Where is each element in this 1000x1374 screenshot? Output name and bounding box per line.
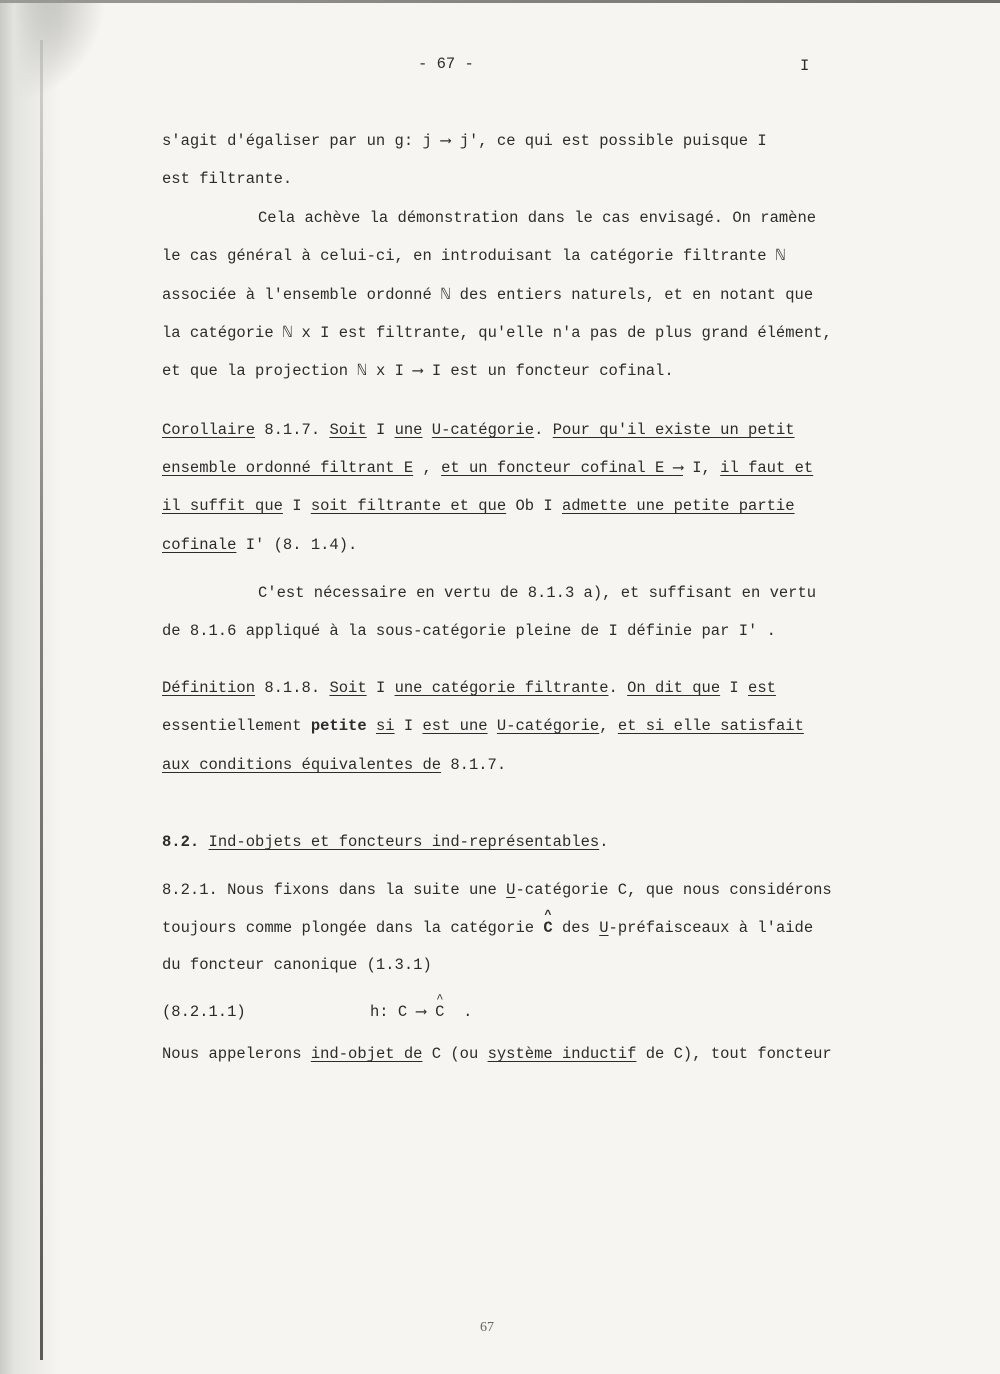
c-hat-symbol: ^ C: [543, 918, 552, 938]
text-line-4: le cas général à celui-ci, en introduisant la catégorie filtrante ℕ: [162, 247, 786, 265]
text-line-7: et que la projection ℕ x I ⟶ I est un foncteur cofinal.: [162, 362, 674, 380]
text-line-1: s'agit d'égaliser par un g: j ⟶ j', ce qui est possible puisque I: [162, 132, 767, 150]
para-821-line-1: 8.2.1. Nous fixons dans la suite une U-catégorie C, que nous considérons: [162, 881, 832, 899]
section-title: Ind-objets et foncteurs ind-représentables: [208, 833, 600, 851]
scan-edge-shadow: [0, 0, 60, 1374]
definition-line-3: aux conditions équivalentes de 8.1.7.: [162, 756, 507, 774]
inclusion-arrow-icon: ⟶: [416, 1003, 426, 1021]
arrow-icon: ⟶: [413, 362, 423, 380]
section-heading: 8.2. Ind-objets et foncteurs ind-représentables.: [162, 833, 609, 851]
equation-body: h: C ⟶ ^ C .: [370, 1002, 472, 1022]
para-821-line-3: du foncteur canonique (1.3.1): [162, 956, 432, 974]
page-number-header: - 67 -: [418, 55, 474, 73]
text-line-2: est filtrante.: [162, 170, 293, 188]
final-line: Nous appelerons ind-objet de C (ou système inductif de C), tout foncteur: [162, 1045, 832, 1063]
section-mark: I: [800, 57, 810, 75]
equation-label: (8.2.1.1): [162, 1003, 246, 1021]
text-line-3: Cela achève la démonstration dans le cas envisagé. On ramène: [258, 209, 817, 227]
corollary-line-1: Corollaire 8.1.7. Soit I une U-catégorie. Pour qu'il existe un petit: [162, 421, 795, 439]
arrow-icon: ⟶: [441, 132, 451, 150]
text-line-5: associée à l'ensemble ordonné ℕ des entiers naturels, et en notant que: [162, 286, 814, 304]
definition-line-2: essentiellement petite si I est une U-catégorie, et si elle satisfait: [162, 717, 804, 735]
text-line-6: la catégorie ℕ x I est filtrante, qu'elle n'a pas de plus grand élément,: [162, 324, 832, 342]
definition-label: Définition: [162, 679, 256, 697]
corollary-line-4: cofinale I' (8. 1.4).: [162, 536, 358, 554]
arrow-icon: ⟶: [673, 459, 683, 477]
proof-line-1: C'est nécessaire en vertu de 8.1.3 a), et suffisant en vertu: [258, 584, 817, 602]
scan-top-edge: [0, 0, 1000, 3]
corollary-label: Corollaire: [162, 421, 256, 439]
definition-line-1: Définition 8.1.8. Soit I une catégorie filtrante. On dit que I est: [162, 679, 776, 697]
c-hat-symbol: ^ C: [435, 1002, 444, 1022]
footer-page-number: 67: [480, 1320, 494, 1335]
proof-line-2: de 8.1.6 appliqué à la sous-catégorie pleine de I définie par I' .: [162, 622, 776, 640]
corollary-line-2: ensemble ordonné filtrant E , et un foncteur cofinal E ⟶ I, il faut et: [162, 459, 814, 477]
para-821-line-2: toujours comme plongée dans la catégorie ^ C des U-préfaisceaux à l'aide: [162, 918, 813, 938]
corollary-line-3: il suffit que I soit filtrante et que Ob I admette une petite partie: [162, 497, 795, 515]
scan-binding-line: [40, 40, 43, 1360]
